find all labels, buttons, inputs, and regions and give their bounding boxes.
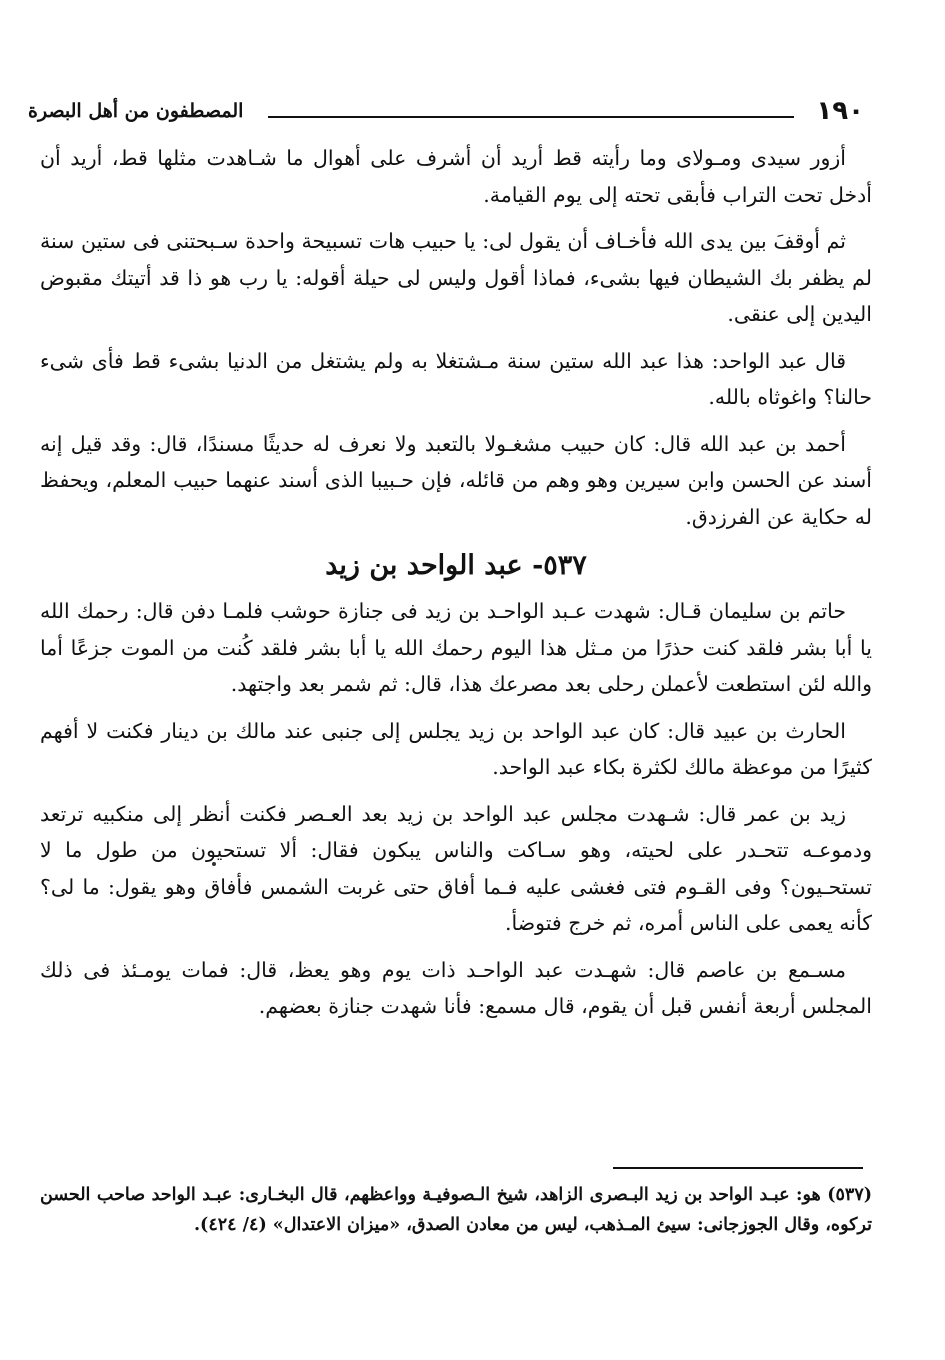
paragraph: أحمد بن عبد الله قال: كان حبيب مشغـولا بالتعبد ولا نعرف له حديثًا مسندًا، قال: وقد قيل إنه أسند عن الحسن وابن سيرين وهو وهم من قائله، فإن حـبيبا الذى أسند عنهما حبيب المعلم، ويحفظ له حكاية عن الفرزدق. bbox=[40, 431, 872, 529]
paragraph: ثم أوقفَ بين يدى الله فأخـاف أن يقول لى: يا حبيب هات تسبيحة واحدة سـبحتنى فى ستين سنة لم يظفر بك الشيطان فيها بشىء، فماذا أقول وليس لى حيلة أقوله: يا رب هو ذا قد أتيتك مقبوض اليدين إلى عنقى. bbox=[40, 229, 872, 326]
paragraph: أزور سيدى ومـولاى وما رأيته قط أريد أن أشرف على أهوال ما شـاهدت مثلها قط، أريد أن أدخل تحت التراب فأبقى تحته إلى يوم القيامة. bbox=[40, 146, 872, 207]
page-header bbox=[28, 96, 864, 130]
paragraph: زيد بن عمر قال: شـهدت مجلس عبد الواحد بن زيد بعد العـصر فكنت أنظر إلى منكبيه ترتعد ودموعـه تتحـدر على لحيته، وهو سـاكت والناس يبكون فقال: ألا تستحيون من طول ما لا تستحـيون؟ وفى القـوم فتى فغشى عليه فـما أفاق حتى غربت الشمس فأفاق وهو يقول: ما لى؟ كأنه يعمى على الناس أمره، ثم خرج فتوضأ. bbox=[40, 801, 872, 935]
paragraph: قال عبد الواحد: هذا عبد الله ستين سنة مـشتغلا به ولم يشتغل من الدنيا بشىء قط فأى شىء حالنا؟ واغوثاه بالله. bbox=[40, 348, 872, 409]
paragraph: مسـمع بن عاصم قال: شهـدت عبد الواحـد ذات يوم وهو يعظ، قال: فمات يومـئذ فى ذلك المجلس أربعة أنفس قبل أن يقوم، قال مسمع: فأنا شهدت جنازة بعضهم. bbox=[40, 957, 872, 1018]
paragraph: الحارث بن عبيد قال: كان عبد الواحد بن زيد يجلس إلى جنبى عند مالك بن دينار فكنت لا أفهم كثيرًا من موعظة مالك لكثرة بكاء عبد الواحد. bbox=[40, 718, 872, 779]
running-title: المصطفون من أهل البصرة bbox=[28, 100, 244, 122]
body-text bbox=[40, 140, 872, 1035]
paragraph: حاتم بن سليمان قـال: شهدت عـبد الواحـد بن زيد فى جنازة حوشب فلمـا دفن قال: رحمك الله يا أبا بشر فلقد كنت حذرًا من مـثل هذا اليوم رحمك الله يا أبا بشر فلقد كُنت من الموت جزعًا أما والله لئن استطعت لأعملن رحلى بعد مصرعك هذا، قال: ثم شمر بعد واجتهد. bbox=[40, 599, 872, 696]
print-speck bbox=[212, 862, 216, 866]
footnote-rule bbox=[613, 1167, 863, 1169]
section-heading: ٥٣٧- عبد الواحد بن زيد bbox=[325, 550, 587, 581]
footnote: (٥٣٧) هو: عبـد الواحد بن زيد البـصرى الزاهد، شيخ الـصوفيـة وواعظهم، قال البخـارى: عبـد الواحد صاحب الحسن تركوه، وقال الجوزجانى: سيئ المـذهب، ليس من معادن الصدق، «ميزان الاعتدال» (٤/ ٤٢٤). bbox=[40, 1185, 872, 1235]
page-number: ١٩٠ bbox=[816, 96, 864, 126]
header-rule bbox=[268, 116, 794, 118]
